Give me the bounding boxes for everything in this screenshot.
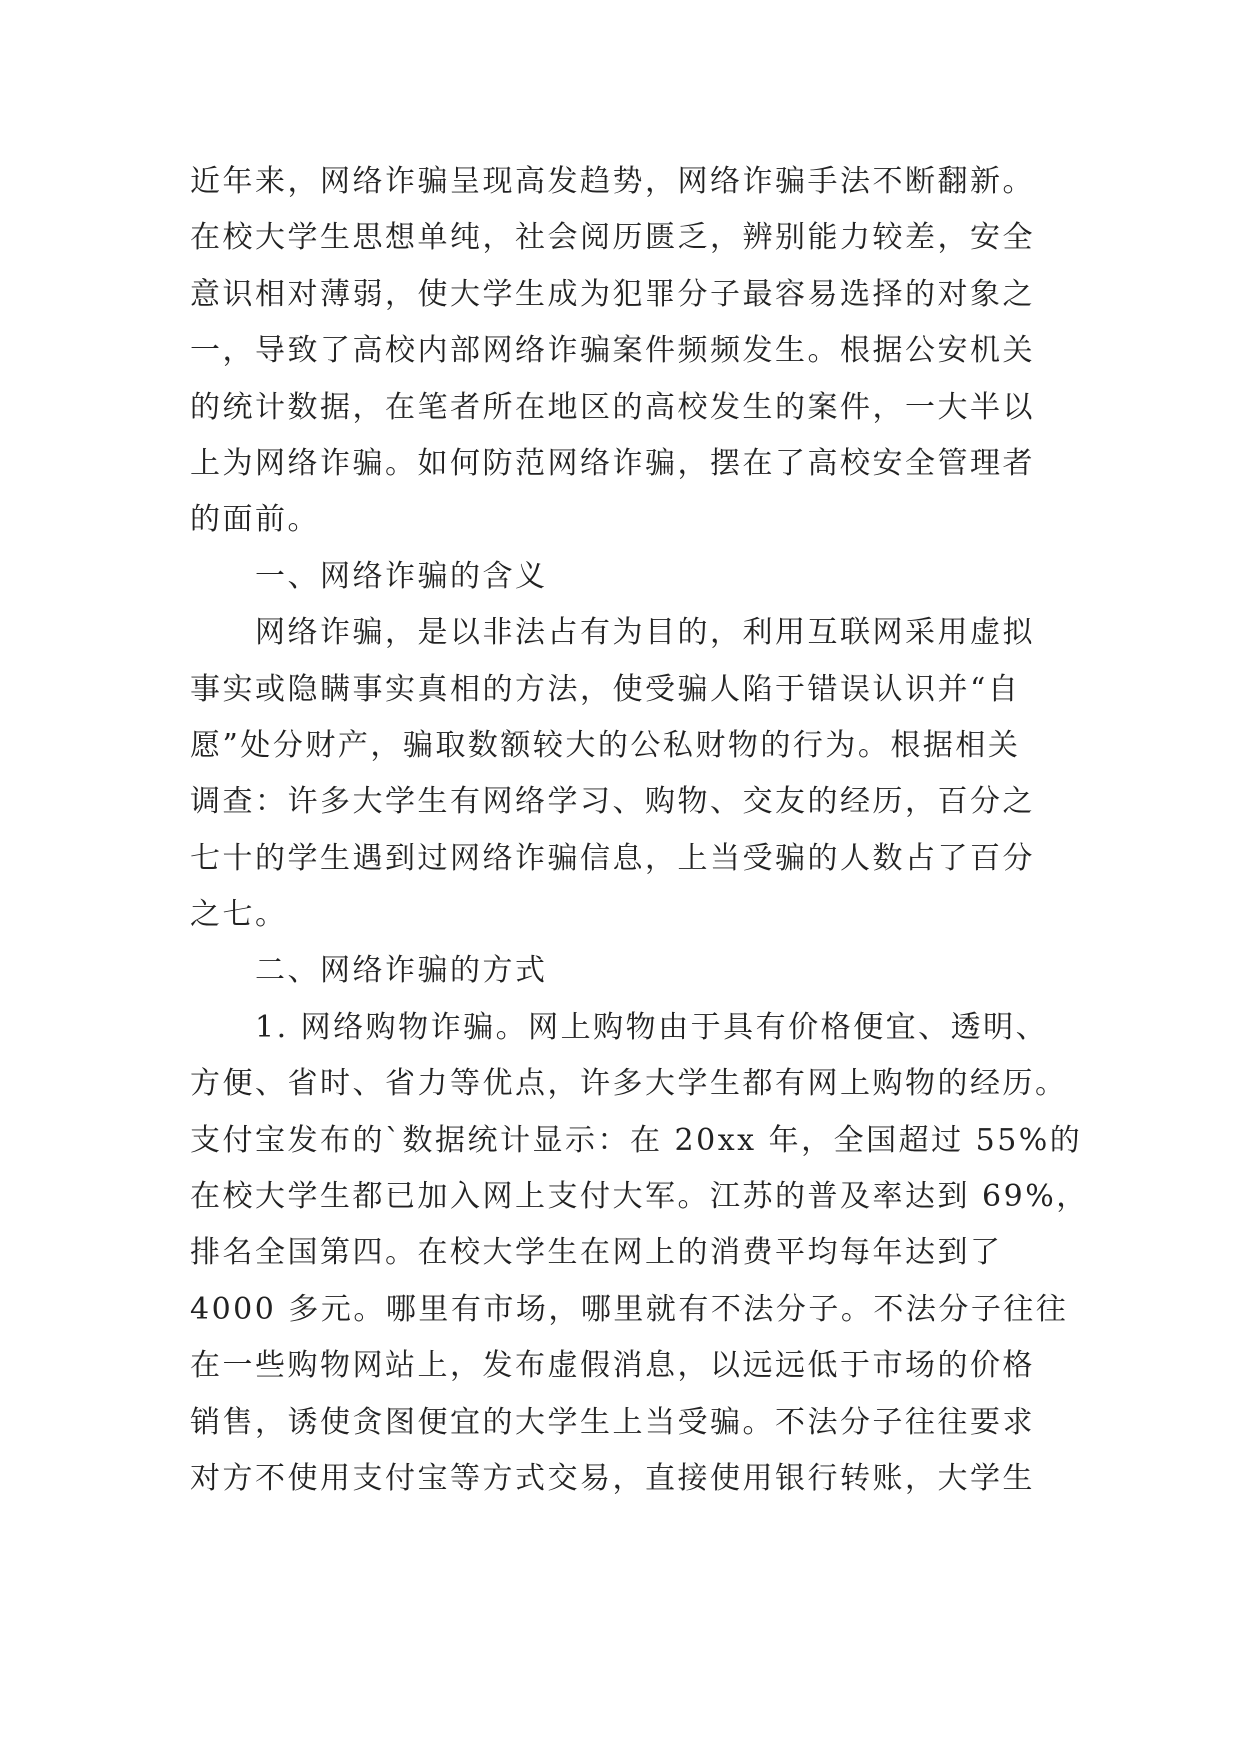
text-line: 排名全国第四。在校大学生在网上的消费平均每年达到了 bbox=[190, 1235, 1003, 1271]
text-line: 的面前。 bbox=[190, 502, 320, 538]
text-line: 在一些购物网站上，发布虚假消息，以远远低于市场的价格 bbox=[190, 1348, 1035, 1384]
text-line: 上为网络诈骗。如何防范网络诈骗，摆在了高校安全管理者 bbox=[190, 445, 1035, 481]
text-line: 4000 多元。哪里有市场，哪里就有不法分子。不法分子往往 bbox=[190, 1291, 1069, 1327]
text-line: 调查：许多大学生有网络学习、购物、交友的经历，百分之 bbox=[190, 784, 1035, 820]
section-heading: 二、网络诈骗的方式 bbox=[255, 953, 548, 989]
text-line: 对方不使用支付宝等方式交易，直接使用银行转账，大学生 bbox=[190, 1460, 1035, 1496]
text-line: 近年来，网络诈骗呈现高发趋势，网络诈骗手法不断翻新。 bbox=[190, 164, 1035, 199]
text-line: 网络诈骗，是以非法占有为目的，利用互联网采用虚拟 bbox=[255, 615, 1035, 651]
text-line: 之七。 bbox=[190, 897, 288, 933]
text-line: 一，导致了高校内部网络诈骗案件频频发生。根据公安机关 bbox=[190, 333, 1035, 369]
text-line: 事实或隐瞒事实真相的方法，使受骗人陷于错误认识并“自 bbox=[190, 671, 1021, 707]
text-line: 方便、省时、省力等优点，许多大学生都有网上购物的经历。 bbox=[190, 1066, 1068, 1102]
text-line: 在校大学生都已加入网上支付大军。江苏的普及率达到 69%， bbox=[190, 1179, 1089, 1215]
text-line: 意识相对薄弱，使大学生成为犯罪分子最容易选择的对象之 bbox=[190, 276, 1035, 312]
section-heading: 一、网络诈骗的含义 bbox=[255, 558, 548, 594]
text-line: 1. 网络购物诈骗。网上购物由于具有价格便宜、透明、 bbox=[255, 1009, 1049, 1045]
text-line: 愿”处分财产，骗取数额较大的公私财物的行为。根据相关 bbox=[190, 727, 1021, 763]
text-line: 七十的学生遇到过网络诈骗信息，上当受骗的人数占了百分 bbox=[190, 840, 1035, 876]
text-line: 销售，诱使贪图便宜的大学生上当受骗。不法分子往往要求 bbox=[190, 1404, 1035, 1440]
document-body bbox=[190, 154, 1089, 1507]
text-line: 在校大学生思想单纯，社会阅历匮乏，辨别能力较差，安全 bbox=[190, 220, 1035, 256]
text-line: 支付宝发布的`数据统计显示：在 20xx 年，全国超过 55%的 bbox=[190, 1122, 1083, 1158]
text-line: 的统计数据，在笔者所在地区的高校发生的案件，一大半以 bbox=[190, 389, 1035, 425]
